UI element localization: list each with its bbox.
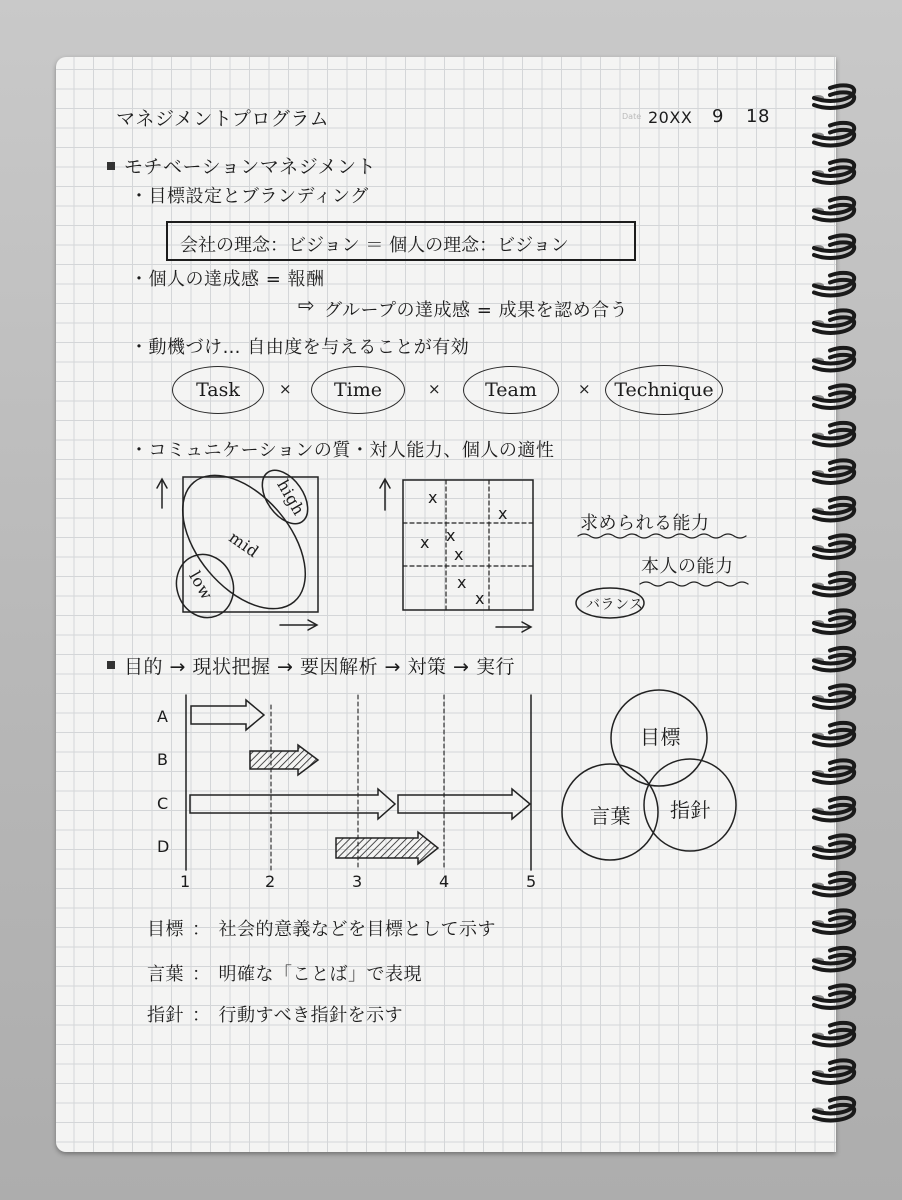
spiral-coil: [812, 873, 854, 896]
group-achievement: グループの達成感 = 成果を認め合う: [324, 300, 629, 321]
spiral-coil: [812, 310, 854, 333]
spiral-coil: [812, 198, 854, 221]
times-sign: ×: [279, 380, 292, 398]
matrix-mark: x: [446, 526, 456, 545]
four-t-task: Task: [172, 366, 264, 414]
gantt-x-tick: 1: [180, 872, 191, 891]
definition-text: 明確な「ことば」で表現: [218, 964, 422, 985]
four-t-technique: Technique: [605, 365, 723, 415]
required-ability-label: 求められる能力: [580, 513, 710, 534]
date-label: Date: [622, 112, 642, 121]
definition-term: 言葉: [147, 964, 184, 985]
date-year: 20XX: [648, 108, 693, 127]
spiral-coil: [812, 948, 854, 971]
venn-label-guideline: 指針: [670, 798, 711, 822]
spiral-coil: [812, 123, 854, 146]
matrix-mark: x: [457, 573, 467, 592]
matrix-mark: x: [420, 533, 430, 552]
gantt-row-label: C: [157, 794, 169, 813]
spiral-coil: [812, 910, 854, 933]
spiral-coil: [812, 610, 854, 633]
definition-text: 社会的意義などを目標として示す: [218, 919, 496, 940]
matrix-mark: x: [454, 545, 464, 564]
venn-label-words: 言葉: [590, 804, 631, 828]
spiral-coil: [812, 235, 854, 258]
spiral-coil: [812, 648, 854, 671]
four-t-time: Time: [311, 366, 405, 414]
times-sign: ×: [578, 380, 591, 398]
page-title: マネジメントプログラム: [116, 108, 330, 130]
spiral-coil: [812, 685, 854, 708]
definition-goal: [147, 915, 496, 941]
section-bullet-square: [107, 661, 115, 669]
philosophy-box: [166, 221, 636, 261]
date-day: 18: [746, 106, 770, 127]
definition-guideline: [147, 1001, 403, 1027]
philosophy-text: 会社の理念：ビジョン ＝ 個人の理念：ビジョン: [180, 235, 569, 256]
matrix-mark: x: [475, 589, 485, 608]
spiral-coil: [812, 385, 854, 408]
spiral-coil: [812, 85, 854, 108]
spiral-coil: [812, 798, 854, 821]
spiral-coil: [812, 723, 854, 746]
arrow-icon: ⇨: [298, 293, 316, 317]
definition-term: 指針: [147, 1005, 184, 1026]
spiral-binding: [800, 80, 870, 1140]
definition-separator: ：: [192, 964, 211, 985]
definition-separator: ：: [192, 919, 211, 940]
spiral-coil: [812, 1060, 854, 1083]
spiral-coil: [812, 460, 854, 483]
matrix-label-low: low: [185, 567, 217, 604]
definition-text: 行動すべき指針を示す: [218, 1005, 404, 1026]
bullet-communication: ・コミュニケーションの質・対人能力、個人の適性: [130, 440, 555, 461]
own-ability-label: 本人の能力: [641, 556, 734, 577]
section2-heading: 目的 → 現状把握 → 要因解析 → 対策 → 実行: [124, 656, 515, 678]
matrix-label-mid: mid: [225, 527, 263, 562]
spiral-coil: [812, 985, 854, 1008]
spiral-coil: [812, 348, 854, 371]
gantt-x-tick: 4: [439, 872, 450, 891]
matrix-mark: x: [428, 488, 438, 507]
bullet-goal-setting: ・目標設定とブランディング: [130, 186, 369, 207]
date-month: 9: [712, 106, 724, 127]
four-t-team: Team: [463, 366, 559, 414]
times-sign: ×: [428, 380, 441, 398]
bullet-motivation: ・動機づけ… 自由度を与えることが有効: [130, 337, 470, 358]
spiral-coil: [812, 423, 854, 446]
spiral-coil: [812, 160, 854, 183]
bullet-achievement: ・個人の達成感 = 報酬: [130, 269, 325, 290]
spiral-coil: [812, 273, 854, 296]
gantt-row-label: D: [157, 837, 170, 856]
section-bullet-square: [107, 162, 115, 170]
gantt-x-tick: 2: [265, 872, 276, 891]
spiral-coil: [812, 760, 854, 783]
gantt-row-label: A: [157, 707, 169, 726]
matrix-label-high: high: [273, 476, 309, 519]
definition-separator: ：: [192, 1005, 211, 1026]
definition-term: 目標: [147, 919, 184, 940]
spiral-coil: [812, 1023, 854, 1046]
spiral-coil: [812, 1098, 854, 1121]
spiral-coil: [812, 498, 854, 521]
matrix-mark: x: [498, 504, 508, 523]
spiral-coil: [812, 535, 854, 558]
balance-label: バランス: [586, 597, 644, 613]
gantt-row-label: B: [157, 750, 169, 769]
definition-words: [147, 960, 422, 986]
section1-heading: モチベーションマネジメント: [124, 156, 377, 178]
gantt-x-tick: 5: [526, 872, 537, 891]
venn-label-goal: 目標: [640, 725, 681, 749]
spiral-coil: [812, 835, 854, 858]
spiral-coil: [812, 573, 854, 596]
gantt-x-tick: 3: [352, 872, 363, 891]
